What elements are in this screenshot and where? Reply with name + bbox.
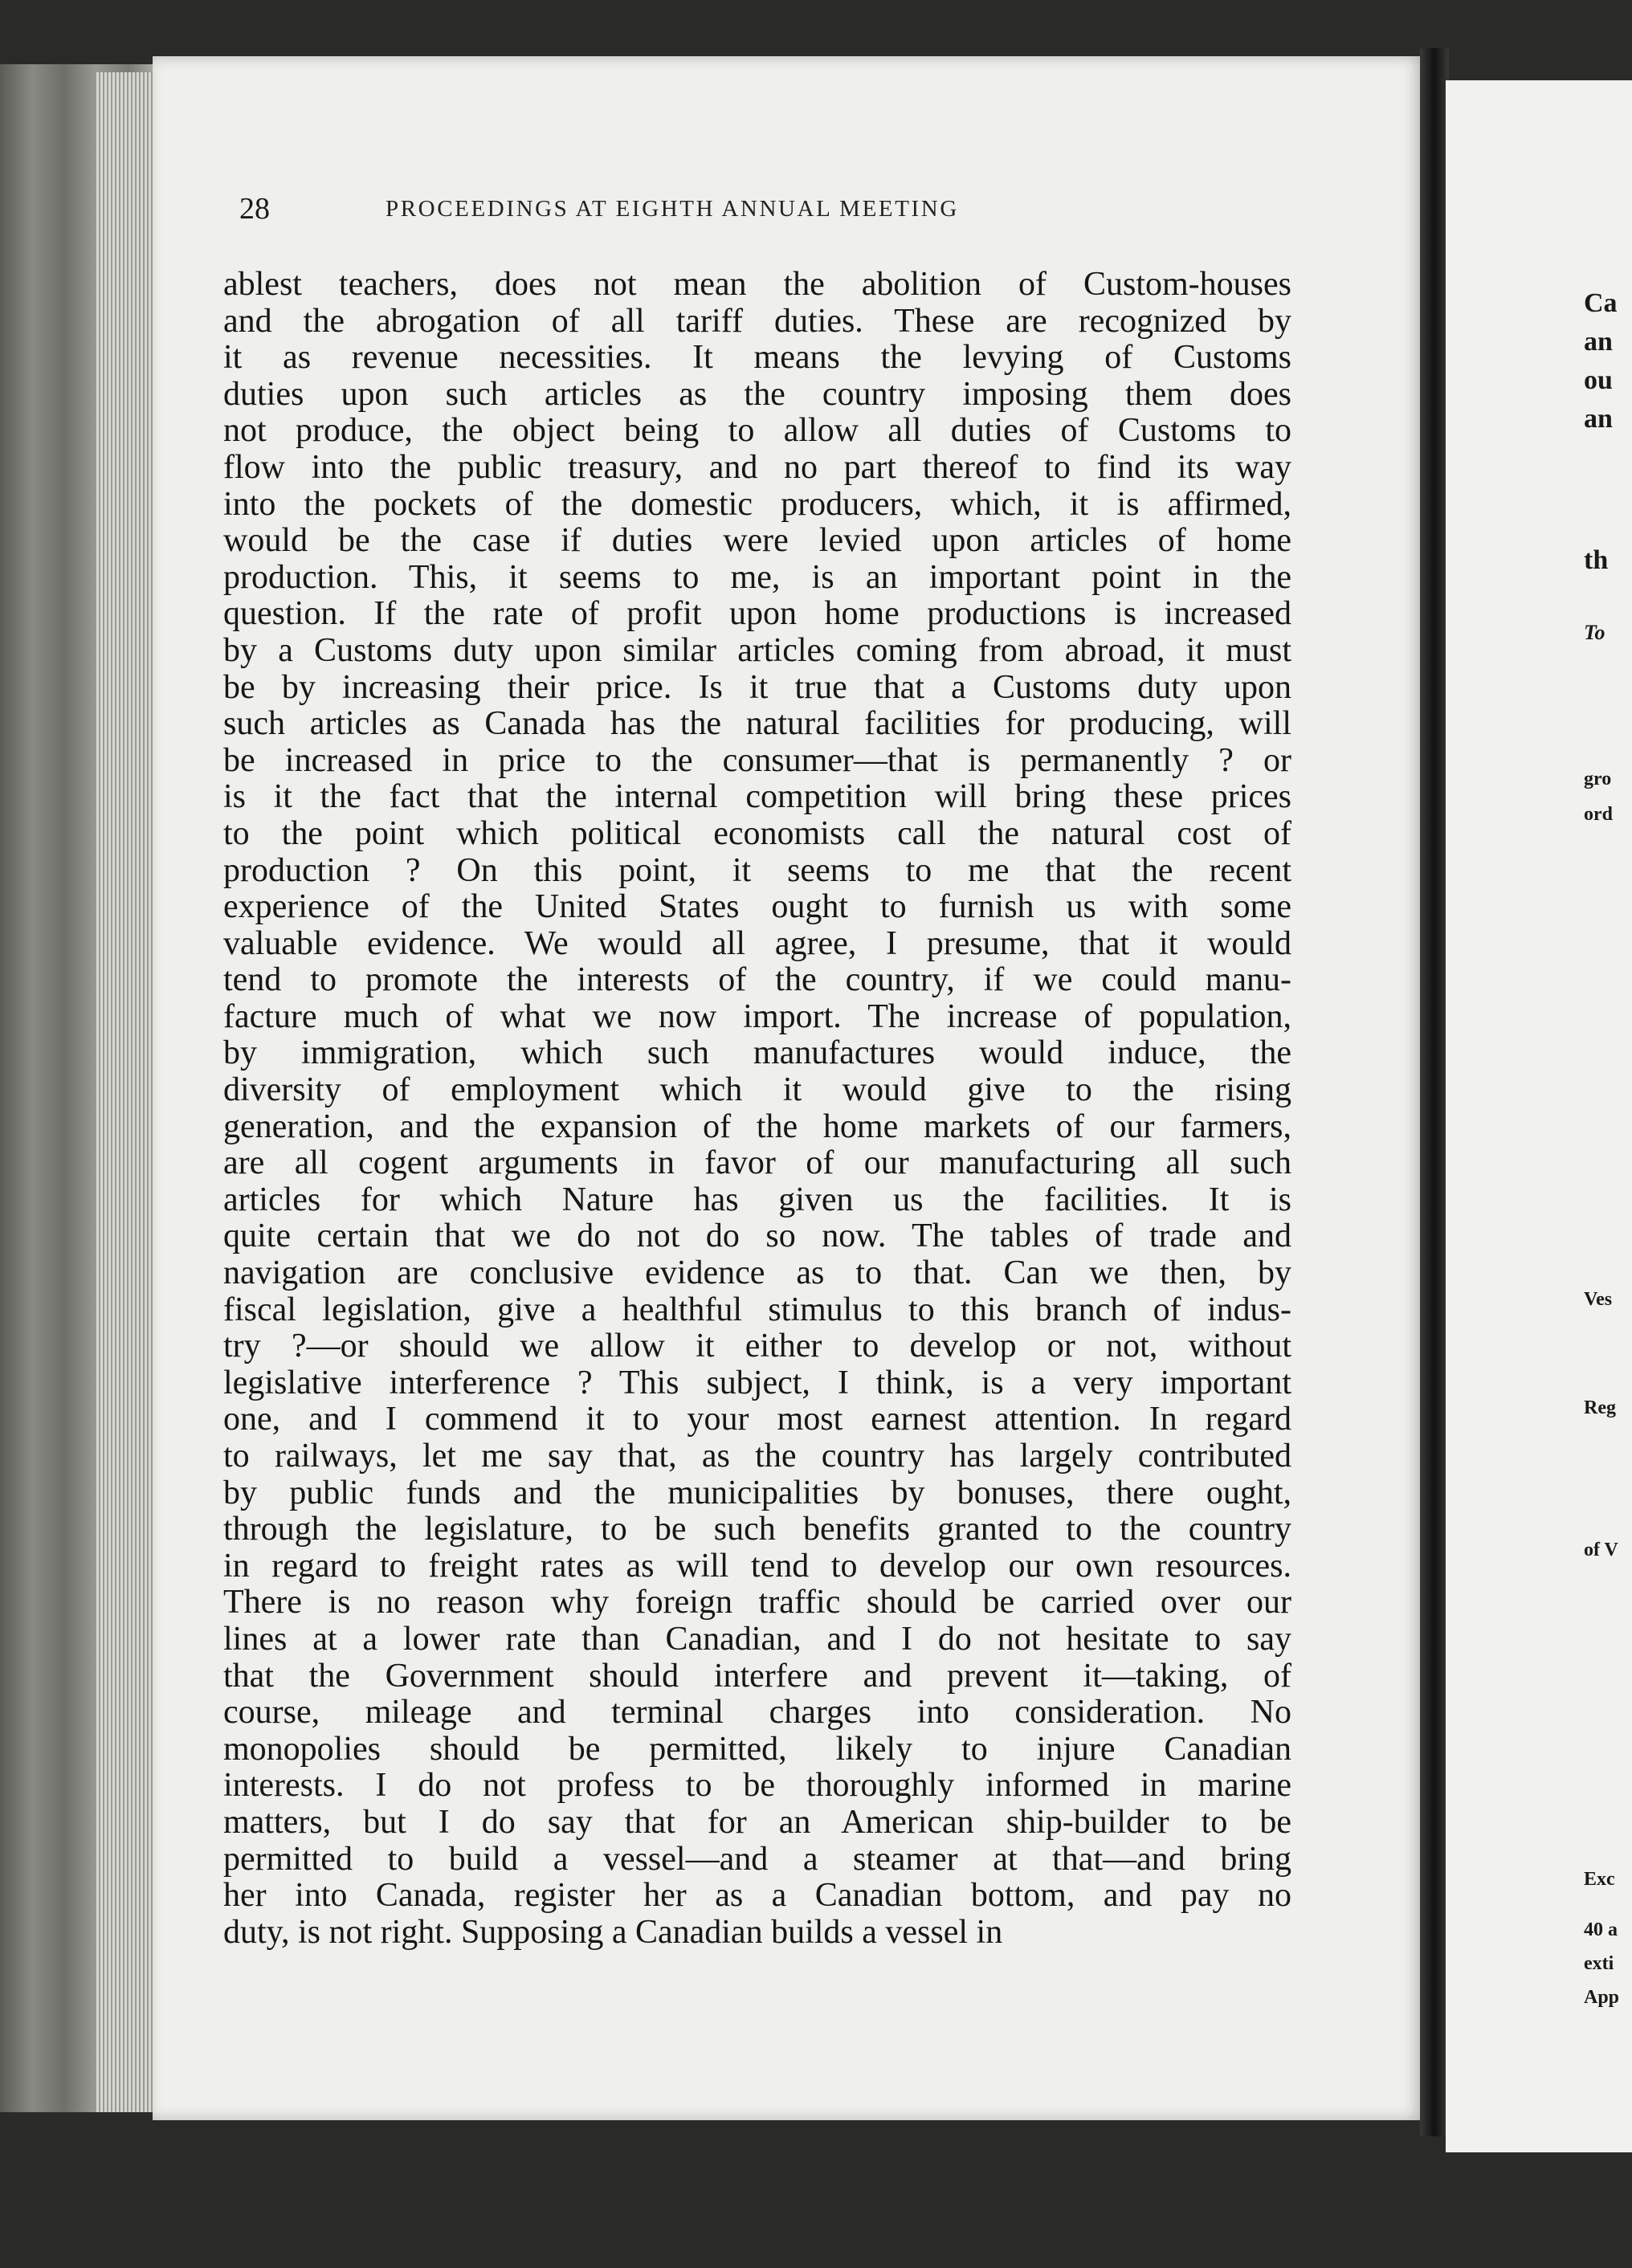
text-line: generation, and the expansion of the home markets of our farmers, <box>223 1107 1291 1145</box>
text-line: by immigration, which such manufactures would induce, the <box>223 1034 1291 1072</box>
text-line: by a Customs duty upon similar articles coming from abroad, it must <box>223 631 1291 669</box>
text-line: diversity of employment which it would give to the rising <box>223 1071 1291 1109</box>
facing-fragment: an <box>1584 327 1613 357</box>
facing-fragment: gro <box>1584 769 1612 789</box>
text-line: that the Government should interfere and prevent it—taking, of <box>223 1657 1291 1695</box>
text-line: quite certain that we do not do so now. The tables of trade and <box>223 1218 1291 1255</box>
facing-fragment: To <box>1584 621 1605 644</box>
text-line: lines at a lower rate than Canadian, and I do not hesitate to say <box>223 1620 1291 1658</box>
text-line: interests. I do not profess to be thoroughly informed in marine <box>223 1767 1291 1805</box>
text-line: to railways, let me say that, as the country has largely contributed <box>223 1438 1291 1475</box>
text-line: are all cogent arguments in favor of our manufacturing all such <box>223 1144 1291 1182</box>
text-line: would be the case if duties were levied upon articles of home <box>223 522 1291 560</box>
text-line: one, and I commend it to your most earnest attention. In regard <box>223 1401 1291 1438</box>
text-line: fiscal legislation, give a healthful stimulus to this branch of indus- <box>223 1291 1291 1328</box>
text-line: and the abrogation of all tariff duties. These are recognized by <box>223 302 1291 340</box>
facing-fragment: Reg <box>1584 1397 1616 1418</box>
text-line: articles for which Nature has given us the facilities. It is <box>223 1181 1291 1218</box>
facing-fragment: 40 a <box>1584 1919 1618 1940</box>
text-line: There is no reason why foreign traffic should be carried over our <box>223 1584 1291 1621</box>
facing-fragment: th <box>1584 545 1609 575</box>
text-line: navigation are conclusive evidence as to that. Can we then, by <box>223 1254 1291 1292</box>
text-line: production ? On this point, it seems to me that the recent <box>223 851 1291 889</box>
facing-page-text <box>1584 285 1632 1891</box>
facing-fragment: ord <box>1584 804 1613 825</box>
text-line: production. This, it seems to me, is an important point in the <box>223 558 1291 596</box>
text-line: permitted to build a vessel—and a steamer at that—and bring <box>223 1840 1291 1878</box>
text-line: by public funds and the municipalities by bonuses, there ought, <box>223 1474 1291 1511</box>
text-line: course, mileage and terminal charges into consideration. No <box>223 1694 1291 1732</box>
facing-fragment: Ves <box>1584 1289 1613 1310</box>
text-line: it as revenue necessities. It means the levying of Customs <box>223 339 1291 377</box>
text-line: legislative interference ? This subject, I think, is a very important <box>223 1364 1291 1401</box>
text-line: duty, is not right. Supposing a Canadian builds a vessel in <box>223 1913 1003 1951</box>
text-line: question. If the rate of profit upon home productions is increased <box>223 595 1291 633</box>
text-line: be increased in price to the consumer—that is permanently ? or <box>223 741 1291 779</box>
page-edges <box>96 72 161 2112</box>
text-line: into the pockets of the domestic producers, which, it is affirmed, <box>223 485 1291 523</box>
facing-fragment: of V <box>1584 1540 1618 1560</box>
text-line: through the legislature, to be such benefits granted to the country <box>223 1511 1291 1548</box>
text-line: not produce, the object being to allow all duties of Customs to <box>223 412 1291 450</box>
body-text <box>223 267 1291 1951</box>
text-line: her into Canada, register her as a Canadian bottom, and pay no <box>223 1877 1291 1915</box>
text-line: facture much of what we now import. The increase of population, <box>223 997 1291 1035</box>
text-line: duties upon such articles as the country imposing them does <box>223 375 1291 413</box>
facing-page-text-lower <box>1584 1911 1632 2056</box>
facing-fragment: App <box>1584 1987 1620 2008</box>
text-line: monopolies should be permitted, likely to injure Canadian <box>223 1730 1291 1768</box>
facing-fragment: an <box>1584 404 1613 434</box>
page-header <box>239 191 1283 231</box>
text-line: in regard to freight rates as will tend to develop our own resources. <box>223 1547 1291 1585</box>
text-line: is it the fact that the internal competition will bring these prices <box>223 778 1291 816</box>
text-line: flow into the public treasury, and no part thereof to find its way <box>223 448 1291 486</box>
text-line: such articles as Canada has the natural facilities for producing, will <box>223 705 1291 743</box>
text-line: ablest teachers, does not mean the abolition of Custom-houses <box>223 266 1291 303</box>
facing-fragment: Ca <box>1584 288 1618 318</box>
text-line: valuable evidence. We would all agree, I presume, that it would <box>223 924 1291 962</box>
facing-fragment: ou <box>1584 365 1613 395</box>
running-head: PROCEEDINGS AT EIGHTH ANNUAL MEETING <box>386 196 959 222</box>
text-line: to the point which political economists call the natural cost of <box>223 814 1291 852</box>
text-line: tend to promote the interests of the country, if we could manu- <box>223 961 1291 999</box>
facing-fragment: Exc <box>1584 1869 1615 1890</box>
text-line: matters, but I do say that for an American ship-builder to be <box>223 1803 1291 1841</box>
text-line: try ?—or should we allow it either to develop or not, without <box>223 1328 1291 1365</box>
book-gutter <box>1420 48 1449 2136</box>
page-number: 28 <box>239 192 270 226</box>
text-line: be by increasing their price. Is it true that a Customs duty upon <box>223 668 1291 706</box>
text-line: experience of the United States ought to furnish us with some <box>223 888 1291 926</box>
facing-fragment: exti <box>1584 1953 1614 1974</box>
